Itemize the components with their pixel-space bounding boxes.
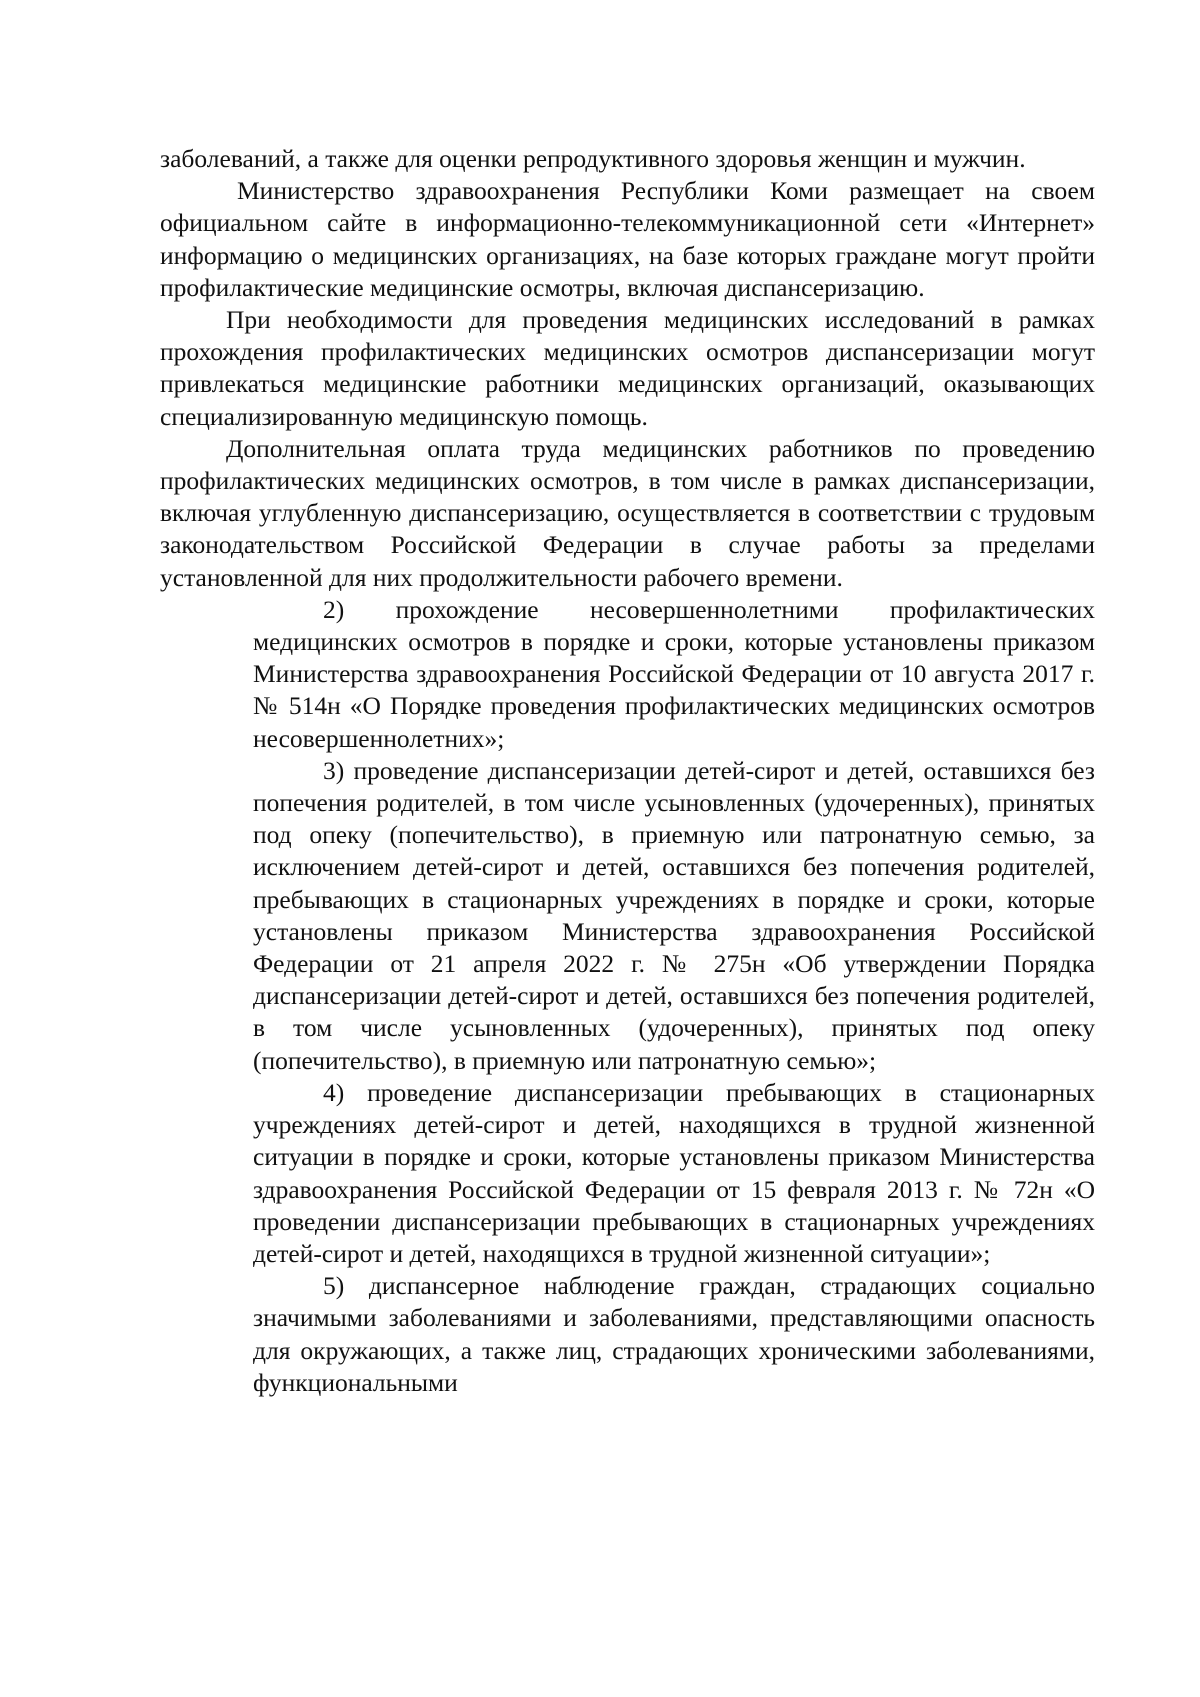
document-body bbox=[160, 143, 1095, 1399]
list-item-5: 5) диспансерное наблюдение граждан, страдающих социально значимыми заболеваниями и заболеваниями, представляющими опасность для окружающих, а также лиц, страдающих хроническими заболеваниями, функциональными bbox=[253, 1271, 1095, 1397]
list-item-4: 4) проведение диспансеризации пребывающих в стационарных учреждениях детей-сирот и детей, находящихся в трудной жизненной ситуации в порядке и сроки, которые установлены приказом Министерства здравоохранения Российской Федерации от 15 февраля 2013 г. № 72н «О проведении диспансеризации пребывающих в стационарных учреждениях детей-сирот и детей, находящихся в трудной жизненной ситуации»; bbox=[253, 1077, 1095, 1268]
paragraph-continuation: заболеваний, а также для оценки репродуктивного здоровья женщин и мужчин. bbox=[160, 144, 1026, 173]
list-item-3: 3) проведение диспансеризации детей-сирот и детей, оставшихся без попечения родителей, в том числе усыновленных (удочеренных), принятых под опеку (попечительство), в приемную или патронатную семью, за исключением детей-сирот и детей, оставшихся без попечения родителей, пребывающих в стационарных учреждениях в порядке и сроки, которые установлены приказом Министерства здравоохранения Российской Федерации от 21 апреля 2022 г. № 275н «Об утверждении Порядка диспансеризации детей-сирот и детей, оставшихся без попечения родителей, в том числе усыновленных (удочеренных), принятых под опеку (попечительство), в приемную или патронатную семью»; bbox=[253, 755, 1095, 1075]
paragraph-additional-pay: Дополнительная оплата труда медицинских работников по проведению профилактических медицинских осмотров, в том числе в рамках диспансеризации, включая углубленную диспансеризацию, осуществляется в соответствии с трудовым законодательством Российской Федерации в случае работы за пределами установленной для них продолжительности рабочего времени. bbox=[160, 433, 1095, 592]
paragraph-specialists: При необходимости для проведения медицинских исследований в рамках прохождения профилактических медицинских осмотров диспансеризации могут привлекаться медицинские работники медицинских организаций, оказывающих специализированную медицинскую помощь. bbox=[160, 305, 1095, 431]
paragraph-ministry-website: Министерство здравоохранения Республики Коми размещает на своем официальном сайте в информационно-телекоммуникационной сети «Интернет» информацию о медицинских организациях, на базе которых граждане могут пройти профилактические медицинские осмотры, включая диспансеризацию. bbox=[160, 176, 1095, 302]
list-item-2: 2) прохождение несовершеннолетними профилактических медицинских осмотров в порядке и сроки, которые установлены приказом Министерства здравоохранения Российской Федерации от 10 августа 2017 г. № 514н «О Порядке проведения профилактических медицинских осмотров несовершеннолетних»; bbox=[253, 594, 1095, 753]
